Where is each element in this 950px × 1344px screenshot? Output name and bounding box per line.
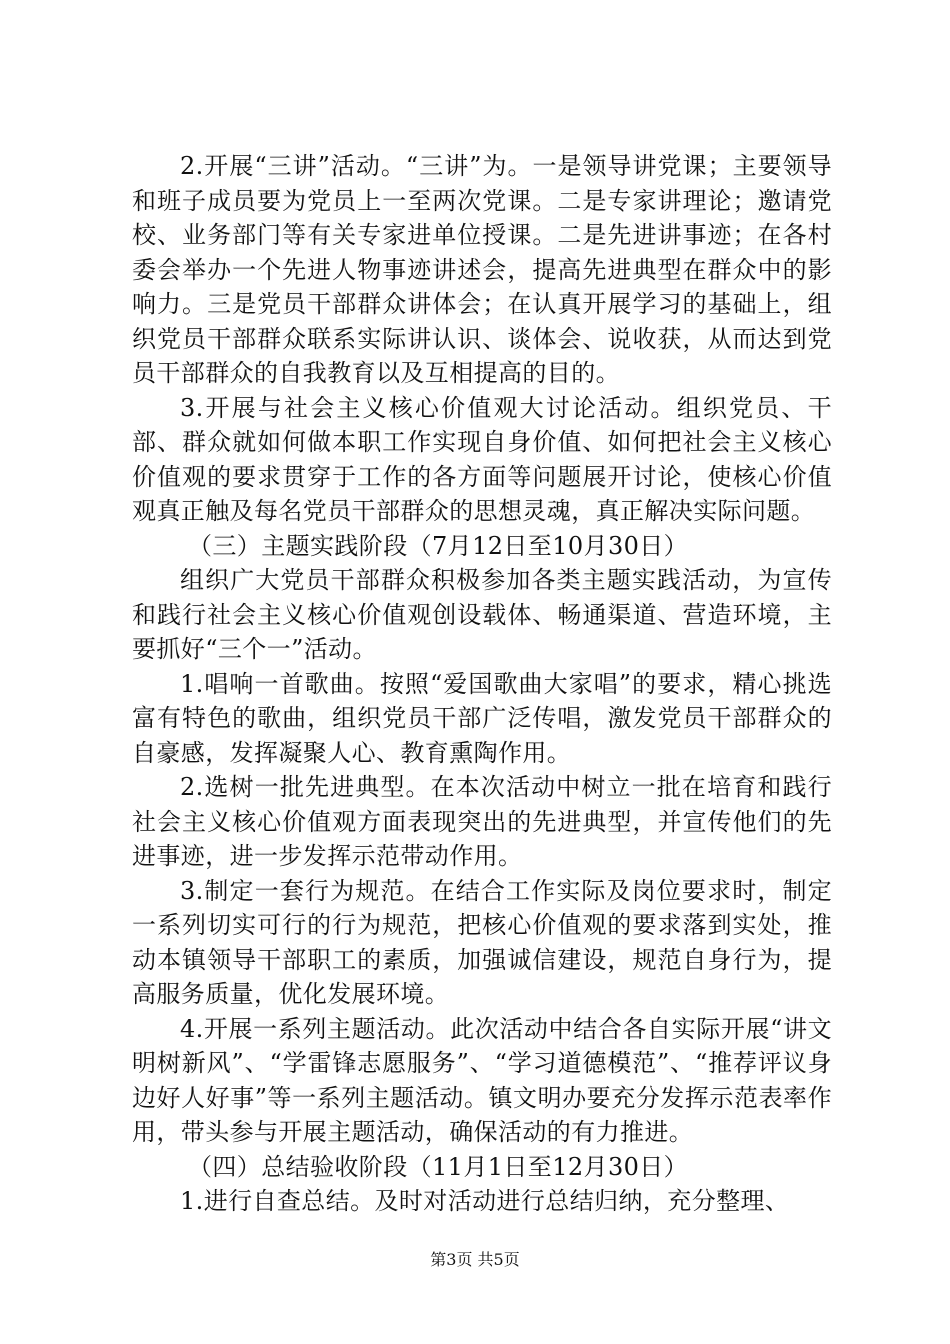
document-body — [132, 149, 832, 1219]
paragraph-practice-intro: 组织广大党员干部群众积极参加各类主题实践活动，为宣传和践行社会主义核心价值观创设载体、畅通渠道、营造环境，主要抓好“三个一”活动。 — [132, 566, 832, 663]
paragraph-san-jiang-activity: 2.开展“三讲”活动。“三讲”为。一是领导讲党课；主要领导和班子成员要为党员上一至两次党课。二是专家讲理论；邀请党校、业务部门等有关专家进单位授课。二是先进讲事迹；在各村委会举办一个先进人物事迹讲述会，提高先进典型在群众中的影响力。三是党员干部群众讲体会；在认真开展学习的基础上，组织党员干部群众联系实际讲认识、谈体会、说收获，从而达到党员干部群众的自我教育以及互相提高的目的。 — [132, 152, 832, 387]
page-number-footer: 第3页 共5页 — [430, 1250, 520, 1269]
section-heading-practice-stage: （三）主题实践阶段（7月12日至10月30日） — [188, 531, 689, 560]
section-heading-summary-stage: （四）总结验收阶段（11月1日至12月30日） — [188, 1152, 689, 1181]
paragraph-sing-song: 1.唱响一首歌曲。按照“爱国歌曲大家唱”的要求，精心挑选富有特色的歌曲，组织党员干部广泛传唱，激发党员干部群众的自豪感，发挥凝聚人心、教育熏陶作用。 — [132, 669, 832, 767]
paragraph-self-check: 1.进行自查总结。及时对活动进行总结归纳，充分整理、 — [180, 1187, 790, 1215]
paragraph-behavior-norms: 3.制定一套行为规范。在结合工作实际及岗位要求时，制定一系列切实可行的行为规范，把核心价值观的要求落到实处，推动本镇领导干部职工的素质，加强诚信建设，规范自身行为，提高服务质量，优化发展环境。 — [132, 876, 832, 1008]
paragraph-theme-activities: 4.开展一系列主题活动。此次活动中结合各自实际开展“讲文明树新风”、“学雷锋志愿服务”、“学习道德模范”、“推荐评议身边好人好事”等一系列主题活动。镇文明办要充分发挥示范表率作用，带头参与开展主题活动，确保活动的有力推进。 — [132, 1014, 832, 1146]
paragraph-core-values-discussion: 3.开展与社会主义核心价值观大讨论活动。组织党员、干部、群众就如何做本职工作实现自身价值、如何把社会主义核心价值观的要求贯穿于工作的各方面等问题展开讨论，使核心价值观真正触及每名党员干部群众的思想灵魂，真正解决实际问题。 — [132, 393, 832, 525]
paragraph-advanced-models: 2.选树一批先进典型。在本次活动中树立一批在培育和践行社会主义核心价值观方面表现突出的先进典型，并宣传他们的先进事迹，进一步发挥示范带动作用。 — [132, 773, 832, 870]
